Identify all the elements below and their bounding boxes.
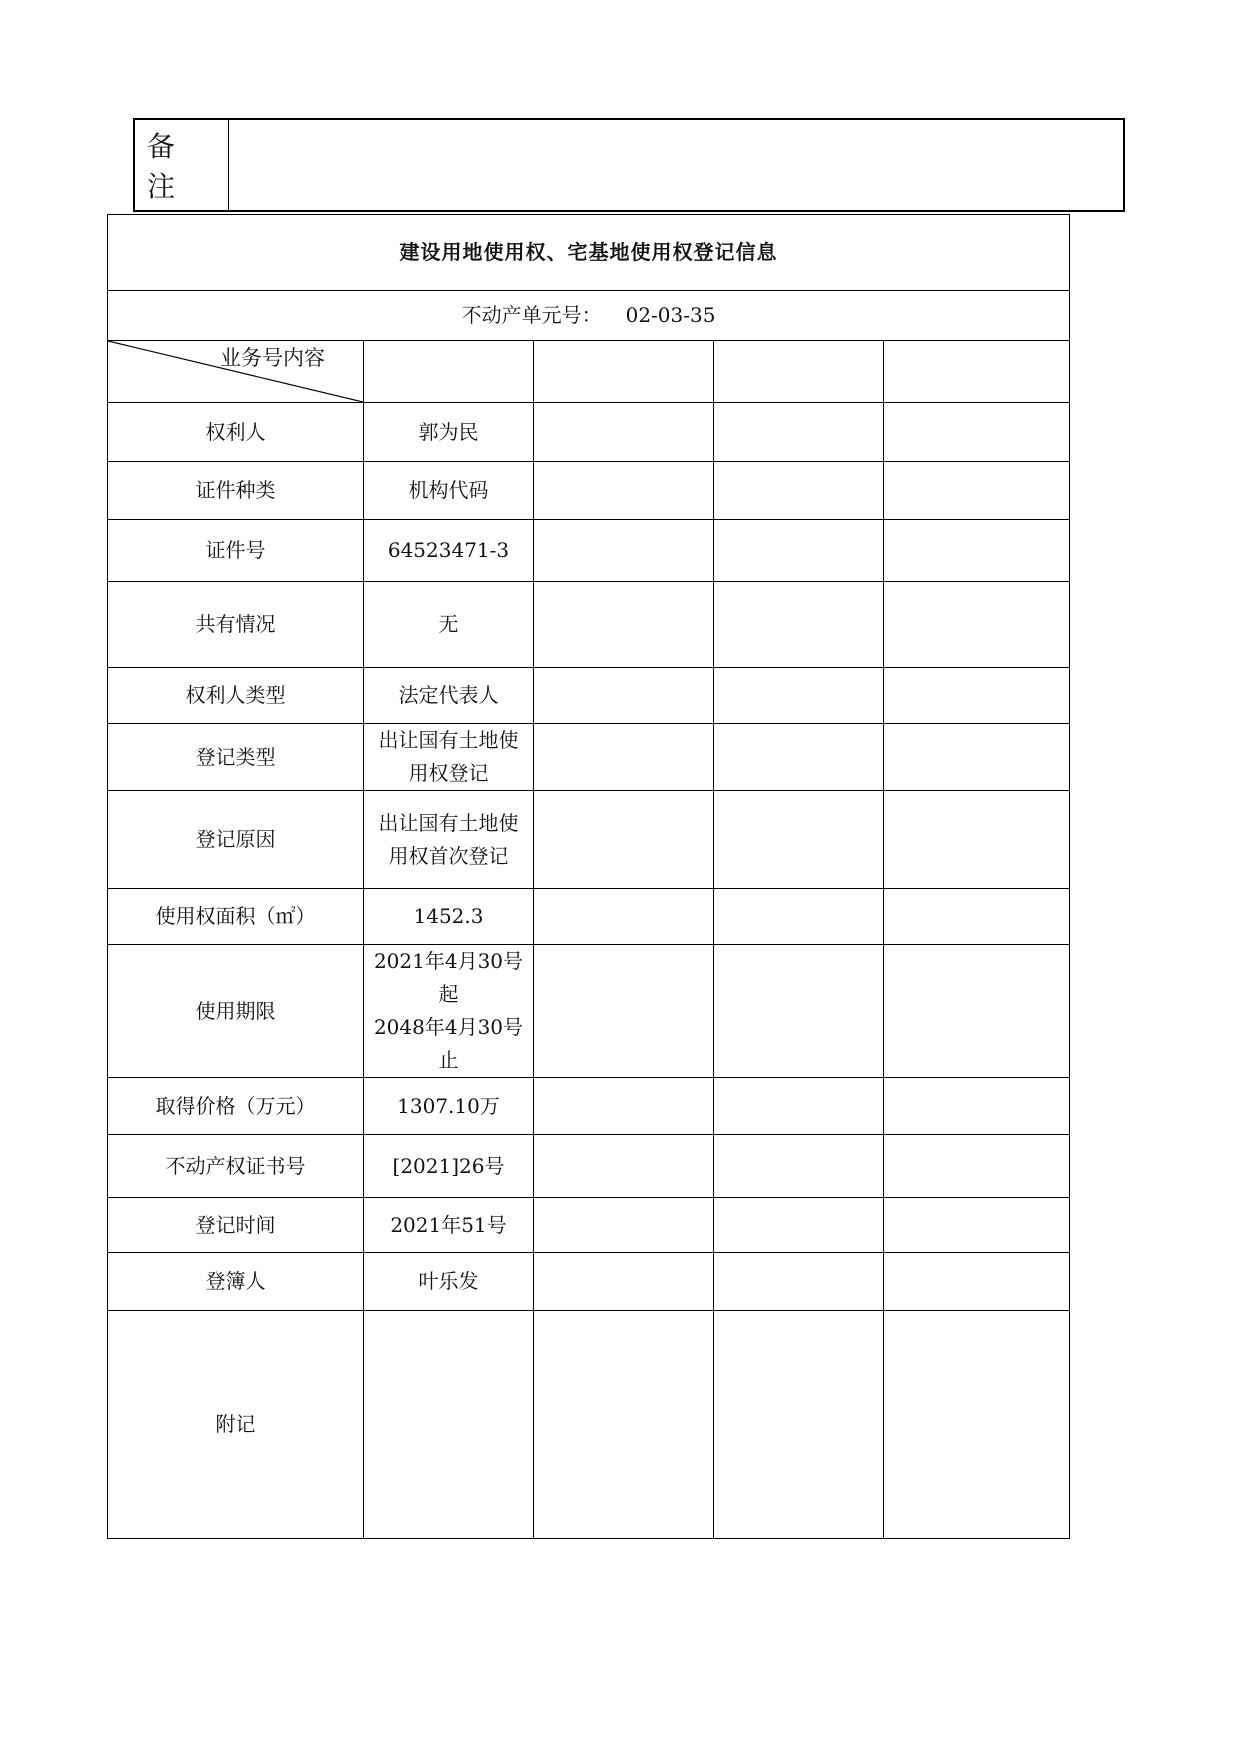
unit-number-row bbox=[108, 291, 1070, 341]
row-value: 1307.10万 bbox=[364, 1078, 534, 1135]
row-label: 登记原因 bbox=[108, 791, 364, 889]
row-label: 使用权面积（㎡） bbox=[108, 889, 364, 945]
row-label: 证件号 bbox=[108, 520, 364, 582]
row-value: 出让国有土地使用权首次登记 bbox=[364, 791, 534, 889]
row-value: 机构代码 bbox=[364, 462, 534, 520]
row-value bbox=[364, 945, 534, 1078]
row-label: 登记类型 bbox=[108, 724, 364, 791]
row-label: 共有情况 bbox=[108, 582, 364, 668]
row-value: 法定代表人 bbox=[364, 668, 534, 724]
row-value: 无 bbox=[364, 582, 534, 668]
row-label: 权利人类型 bbox=[108, 668, 364, 724]
header-cell bbox=[714, 341, 884, 403]
row-label: 登簿人 bbox=[108, 1253, 364, 1311]
unit-number-value: 02-03-35 bbox=[625, 303, 716, 327]
row-label: 证件种类 bbox=[108, 462, 364, 520]
row-label: 权利人 bbox=[108, 403, 364, 462]
header-cell bbox=[884, 341, 1070, 403]
row-label: 使用期限 bbox=[108, 945, 364, 1078]
row-value: 1452.3 bbox=[364, 889, 534, 945]
header-corner-label: 业务号内容 bbox=[220, 346, 325, 370]
header-cell bbox=[364, 341, 534, 403]
page-title: 建设用地使用权、宅基地使用权登记信息 bbox=[108, 215, 1070, 291]
row-value: 郭为民 bbox=[364, 403, 534, 462]
row-label: 不动产权证书号 bbox=[108, 1135, 364, 1198]
row-label: 取得价格（万元） bbox=[108, 1078, 364, 1135]
remark-box bbox=[133, 118, 1125, 212]
row-value: 叶乐发 bbox=[364, 1253, 534, 1311]
row-label: 登记时间 bbox=[108, 1198, 364, 1253]
unit-number-label: 不动产单元号： bbox=[461, 303, 602, 327]
remark-content bbox=[229, 120, 1123, 210]
term-start: 2021年4月30号起 bbox=[373, 949, 524, 1006]
header-corner-cell bbox=[108, 341, 364, 403]
row-label: 附记 bbox=[108, 1311, 364, 1539]
remark-label: 备 注 bbox=[135, 120, 229, 210]
row-value: [2021]26号 bbox=[364, 1135, 534, 1198]
row-value: 64523471-3 bbox=[364, 520, 534, 582]
row-value: 出让国有土地使用权登记 bbox=[364, 724, 534, 791]
registration-table bbox=[107, 214, 1070, 1539]
row-value: 2021年51号 bbox=[364, 1198, 534, 1253]
header-cell bbox=[534, 341, 714, 403]
row-value bbox=[364, 1311, 534, 1539]
term-end: 2048年4月30号止 bbox=[373, 1015, 524, 1072]
